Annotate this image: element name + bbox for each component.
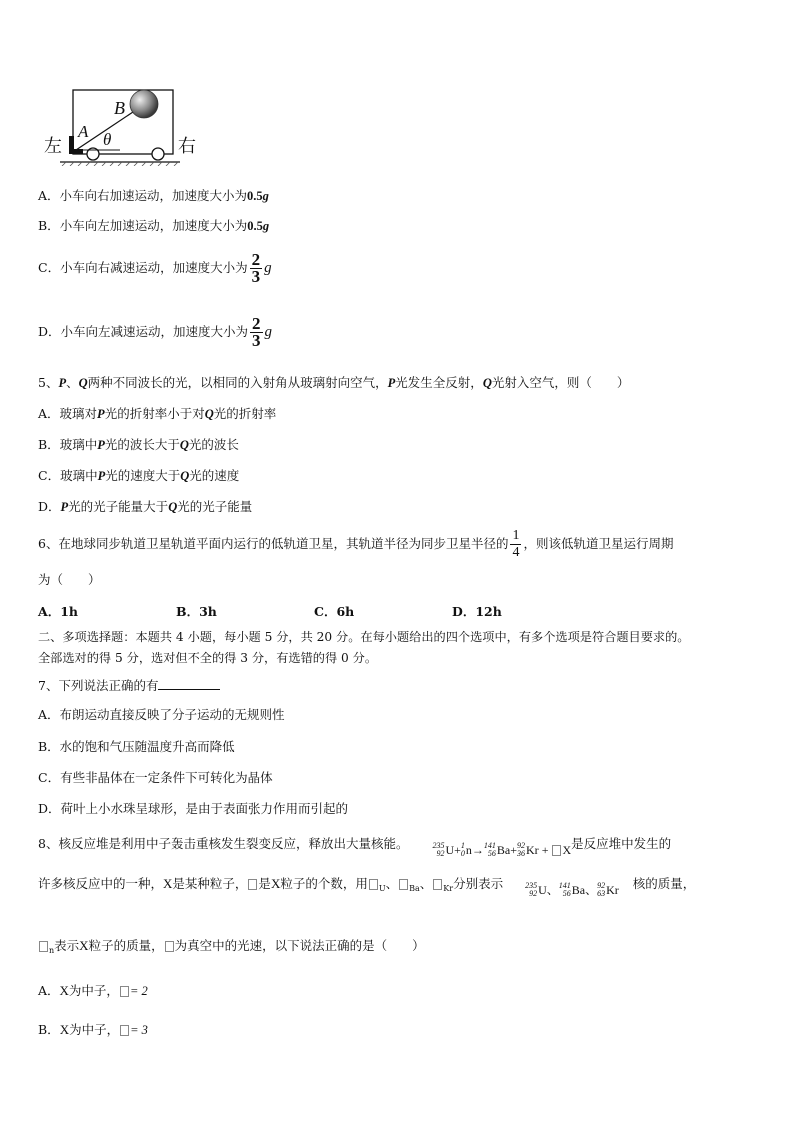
nuclear-equation: 235 92 U + 1 0 n → 141 56 Ba + 92 36 Kr + X (432, 841, 572, 858)
answer-blank (158, 677, 220, 690)
q6-option-b: B．3h (176, 604, 217, 619)
placeholder-box (433, 879, 442, 890)
placeholder-box (120, 986, 129, 997)
q8-option-a: A．X为中子， = 2 (38, 983, 148, 998)
q7-option-a: A．布朗运动直接反映了分子运动的无规则性 (38, 707, 285, 722)
label-B: B (114, 98, 125, 118)
q7-option-c: C．有些非晶体在一定条件下可转化为晶体 (38, 770, 273, 785)
q5-option-a: A．玻璃对P光的折射率小于对Q光的折射率 (38, 406, 277, 421)
fraction: $\frac{1}{4}$ (512, 528, 520, 560)
q8-line2: 许多核反应中的一种，X是某种粒子， 是X粒子的个数，用 $_U$、 $_{Ba}$、 $_{Kr}$分别表示 235 92 U 、 141 56 Ba 、 92 63 Kr 核的质量， (38, 876, 696, 898)
section2-header-line2: 全部选对的得 5 分，选对但不全的得 3 分，有选错的得 0 分。 (38, 651, 378, 665)
label-theta: θ (103, 130, 112, 149)
q4-option-a: A．小车向右加速运动，加速度大小为0.5g (38, 188, 269, 203)
section2-header-line1: 二、多项选择题：本题共 4 小题，每小题 5 分，共 20 分。在每小题给出的四个选项中，有多个选项是符合题目要求的。 (38, 630, 690, 644)
right-label: 右 (178, 136, 196, 157)
placeholder-box (552, 845, 561, 856)
q5-option-b: B．玻璃中P光的波长大于Q光的波长 (38, 437, 239, 452)
ball-B (130, 90, 158, 118)
placeholder-box (248, 879, 257, 890)
q6-option-c: C．6h (314, 604, 355, 619)
q5-option-d: D．P光的光子能量大于Q光的光子能量 (38, 499, 253, 514)
placeholder-box (165, 941, 174, 952)
q8-line3: $_n$表示X粒子的质量， 为真空中的光速，以下说法正确的是（ ） (38, 938, 425, 959)
q6-option-a: A．1h (38, 604, 78, 619)
q4-option-b: B．小车向左加速运动，加速度大小为0.5g (38, 218, 270, 233)
fraction: $\frac{2}{3}$ (252, 314, 261, 350)
left-label: 左 (44, 136, 62, 157)
q6-option-d: D．12h (452, 604, 502, 619)
q7-option-b: B．水的饱和气压随温度升高而降低 (38, 739, 235, 754)
q6-stem: 6、在地球同步轨道卫星轨道平面内运行的低轨道卫星，其轨道半径为同步卫星半径的 $\frac{1}{4}$ ，则该低轨道卫星运行周期 (38, 528, 674, 560)
q8-option-b: B．X为中子， = 3 (38, 1022, 148, 1037)
q4-option-c: C．小车向右减速运动，加速度大小为 $\frac{2}{3}$ g (38, 250, 272, 286)
fraction: $\frac{2}{3}$ (251, 250, 261, 286)
placeholder-box (39, 941, 48, 952)
q7-stem: 7、下列说法正确的有 (38, 677, 220, 694)
placeholder-box (120, 1025, 129, 1036)
q8-stem: 8、核反应堆是利用中子轰击重核发生裂变反应，释放出大量核能。 235 92 U + 1 0 n → 141 56 Ba + 92 36 Kr + X 是反应堆中发生的 (38, 836, 672, 858)
cart-figure (40, 82, 210, 169)
q7-option-d: D．荷叶上小水珠呈球形，是由于表面张力作用而引起的 (38, 801, 349, 816)
placeholder-box (369, 879, 378, 890)
q5-option-c: C．玻璃中P光的速度大于Q光的速度 (38, 468, 240, 483)
nuclei-list: 235 92 U 、 141 56 Ba 、 92 63 Kr (525, 881, 619, 898)
wheel-right (152, 148, 164, 160)
q4-option-d: D．小车向左减速运动，加速度大小为 $\frac{2}{3}$ g (38, 314, 273, 350)
label-A: A (78, 122, 89, 141)
q5-stem: 5、P、Q两种不同波长的光，以相同的入射角从玻璃射向空气，P光发生全反射，Q光射入空气，则（ ） (38, 375, 630, 390)
placeholder-box (399, 879, 408, 890)
q6-stem-line2: 为（ ） (38, 572, 101, 587)
